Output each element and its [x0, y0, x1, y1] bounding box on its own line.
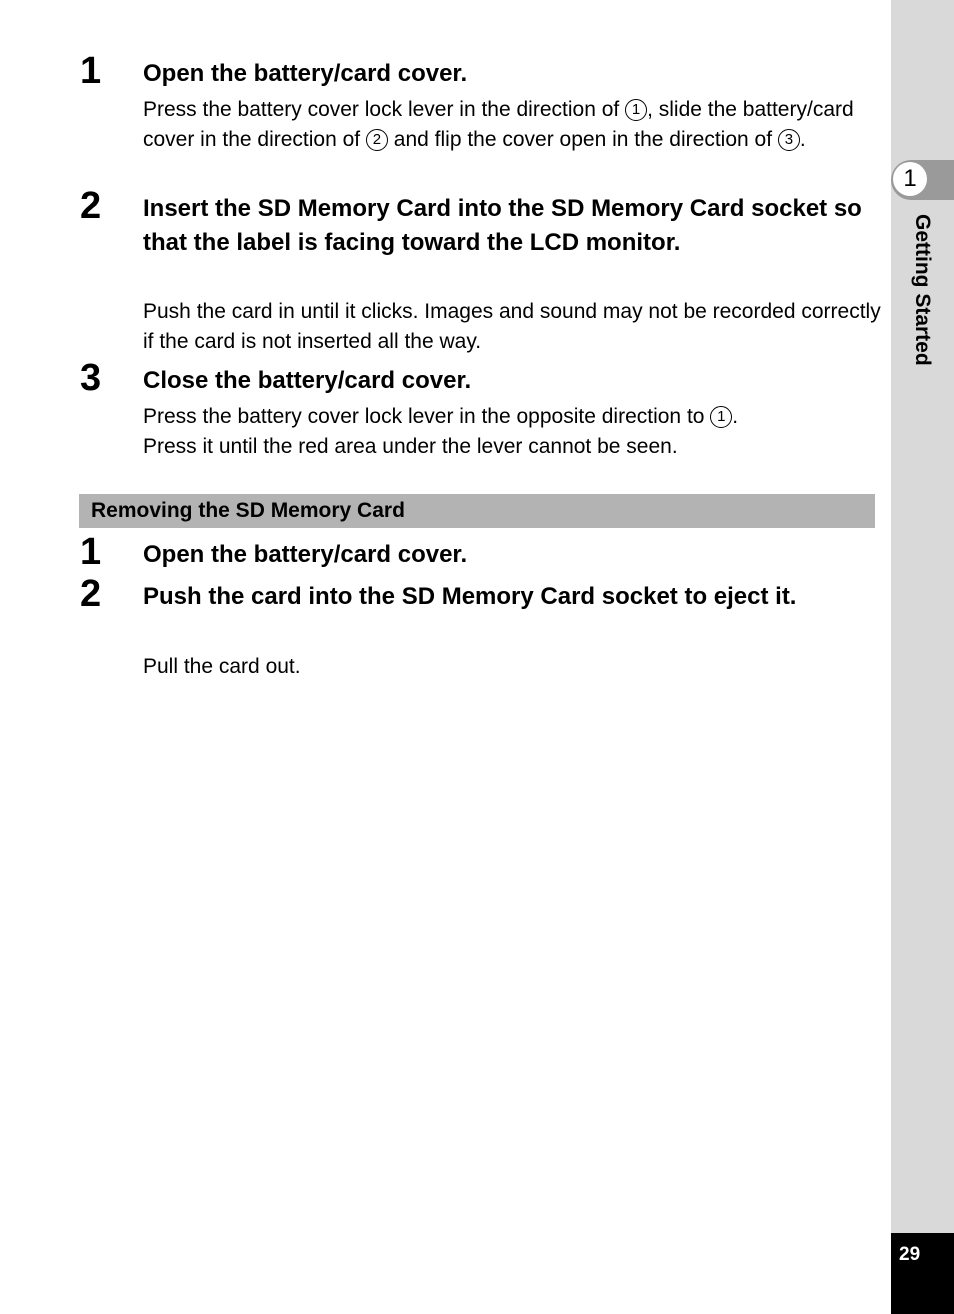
circled-1-icon: 1	[710, 406, 732, 428]
circled-3-icon: 3	[778, 129, 800, 151]
step-3-text-a: Press the battery cover lock lever in the opposite direction to	[143, 405, 711, 428]
step-1-text-c: and flip the cover open in the direction of	[387, 128, 778, 151]
remove-step-2-number: 2	[80, 573, 102, 615]
step-2-number: 2	[80, 185, 102, 227]
step-3-number: 3	[80, 357, 102, 399]
step-1-number: 1	[80, 50, 102, 92]
step-3-body	[143, 402, 883, 462]
remove-step-1-number: 1	[80, 531, 102, 573]
step-1-body	[143, 95, 883, 155]
remove-step-1-title: Open the battery/card cover.	[143, 541, 468, 568]
remove-step-2-title: Push the card into the SD Memory Card socket to eject it.	[143, 583, 797, 610]
step-2-body: Push the card in until it clicks. Images and sound may not be recorded correctly if the card is not inserted all the way.	[143, 300, 881, 353]
section-title: Removing the SD Memory Card	[91, 499, 405, 522]
step-1-text-b: , slide the battery/card cover in the direction of	[143, 98, 854, 151]
remove-step-2-body: Pull the card out.	[143, 655, 301, 678]
step-3-text-b: .	[732, 405, 739, 428]
step-1-text-d: .	[799, 128, 806, 151]
step-3-text-c: Press it until the red area under the lever cannot be seen.	[143, 435, 678, 458]
chapter-number: 1	[893, 162, 927, 196]
step-1-text-a: Press the battery cover lock lever in the direction of	[143, 98, 626, 121]
step-3-title: Close the battery/card cover.	[143, 367, 472, 394]
step-1-title: Open the battery/card cover.	[143, 60, 468, 87]
circled-2-icon: 2	[366, 129, 388, 151]
step-2-title: Insert the SD Memory Card into the SD Memory Card socket so that the label is facing toward the LCD monitor.	[143, 195, 862, 256]
circled-1-icon: 1	[625, 99, 647, 121]
page-number: 29	[899, 1244, 921, 1265]
chapter-title: Getting Started	[911, 214, 934, 366]
